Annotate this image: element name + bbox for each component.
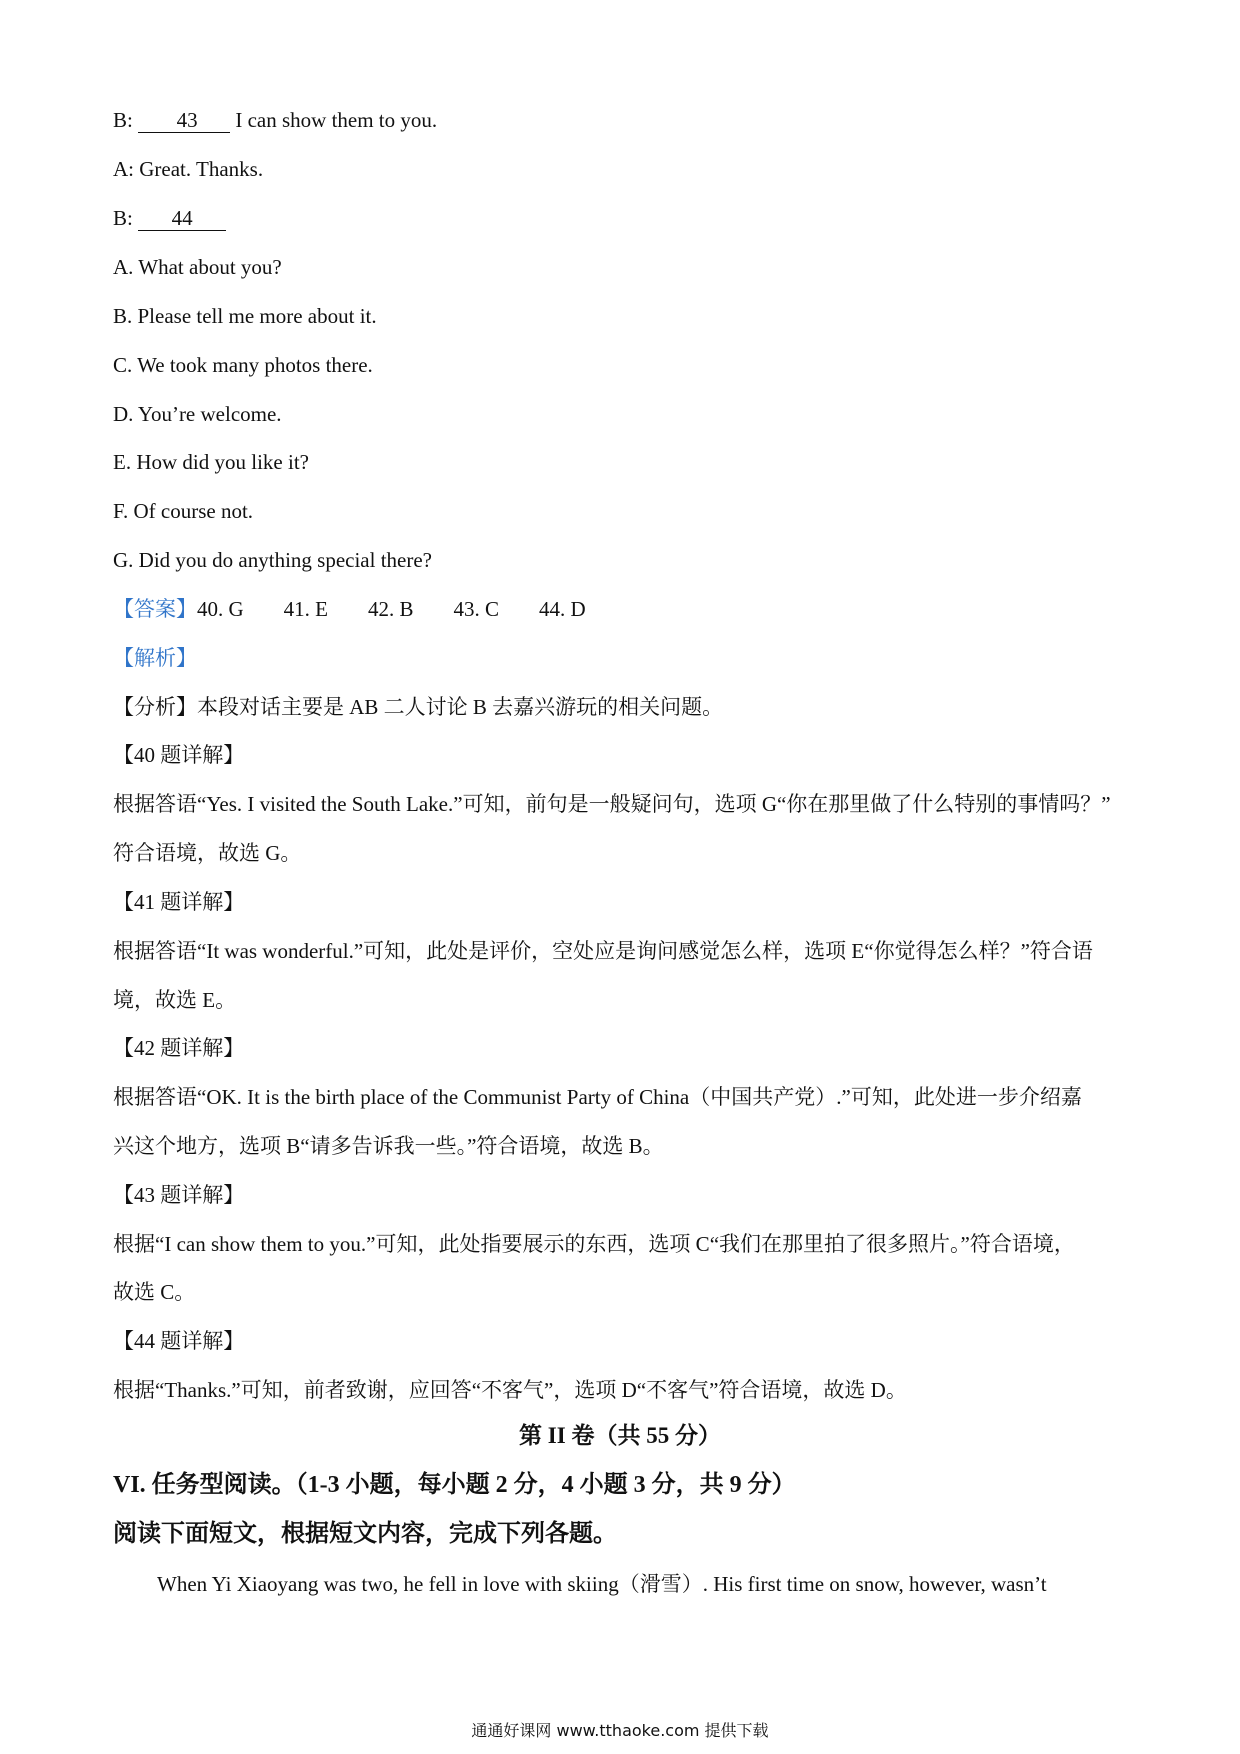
explanation-text-41: 境，故选 E。: [113, 988, 237, 1012]
dialogue-b44-line: [113, 204, 226, 232]
passage-first-line: When Yi Xiaoyang was two, he fell in love with skiing（滑雪）. His first time on snow, however, wasn’t: [157, 1572, 1047, 1596]
option-d: D. You’re welcome.: [113, 402, 282, 426]
explanation-text-43: 故选 C。: [113, 1280, 196, 1304]
blank-43: 43: [138, 108, 230, 133]
explanation-text-40: 根据答语“Yes. I visited the South Lake.”可知，前句是一般疑问句，选项 G“你在那里做了什么特别的事情吗？”: [113, 792, 1111, 816]
explanation-text-43: 根据“I can show them to you.”可知，此处指要展示的东西，选项 C“我们在那里拍了很多照片。”符合语境，: [113, 1232, 1075, 1256]
explanation-title-41: 【41 题详解】: [113, 890, 245, 914]
option-a: A. What about you?: [113, 255, 282, 279]
speaker-label: B:: [113, 108, 133, 132]
instruction-heading: 阅读下面短文，根据短文内容，完成下列各题。: [113, 1521, 617, 1547]
section6-title: VI. 任务型阅读。（1-3 小题，每小题 2 分，4 小题 3 分，共 9 分）: [113, 1472, 796, 1498]
blank-44: 44: [138, 206, 226, 231]
explanation-title-44: 【44 题详解】: [113, 1329, 245, 1353]
answer-item: 40. G: [197, 597, 244, 621]
summary-text: 【分析】本段对话主要是 AB 二人讨论 B 去嘉兴游玩的相关问题。: [113, 695, 724, 719]
explanation-text-42: 兴这个地方，选项 B“请多告诉我一些。”符合语境，故选 B。: [113, 1134, 664, 1158]
explanation-text-42: 根据答语“OK. It is the birth place of the Communist Party of China（中国共产党）.”可知，此处进一步介绍嘉: [113, 1085, 1082, 1109]
explanation-text-40: 符合语境，故选 G。: [113, 841, 302, 865]
explanation-text-44: 根据“Thanks.”可知，前者致谢，应回答“不客气”，选项 D“不客气”符合语境，故选 D。: [113, 1378, 907, 1402]
option-c: C. We took many photos there.: [113, 353, 373, 377]
speaker-label: B:: [113, 206, 133, 230]
explanation-title-42: 【42 题详解】: [113, 1036, 245, 1060]
explanation-text-41: 根据答语“It was wonderful.”可知，此处是评价，空处应是询问感觉怎么样，选项 E“你觉得怎么样？”符合语: [113, 939, 1093, 963]
answer-item: 44. D: [539, 597, 586, 621]
answer-item: 43. C: [453, 597, 500, 621]
footer-watermark: 通通好课网 www.tthaoke.com 提供下载: [471, 1721, 769, 1740]
answer-item: 42. B: [368, 597, 414, 621]
part2-title: 第 II 卷（共 55 分）: [519, 1423, 721, 1448]
explanation-title-40: 【40 题详解】: [113, 743, 245, 767]
dialogue-b43-line: [113, 106, 437, 134]
answer-label: 【答案】: [113, 597, 197, 621]
analysis-label: 【解析】: [113, 646, 197, 670]
explanation-title-43: 【43 题详解】: [113, 1183, 245, 1207]
answer-line: [113, 595, 586, 623]
option-e: E. How did you like it?: [113, 450, 309, 474]
dialogue-a-line: A: Great. Thanks.: [113, 157, 264, 181]
option-f: F. Of course not.: [113, 499, 254, 523]
option-b: B. Please tell me more about it.: [113, 304, 377, 328]
option-g: G. Did you do anything special there?: [113, 548, 432, 572]
dialogue-text: I can show them to you.: [235, 108, 438, 132]
answer-item: 41. E: [283, 597, 328, 621]
